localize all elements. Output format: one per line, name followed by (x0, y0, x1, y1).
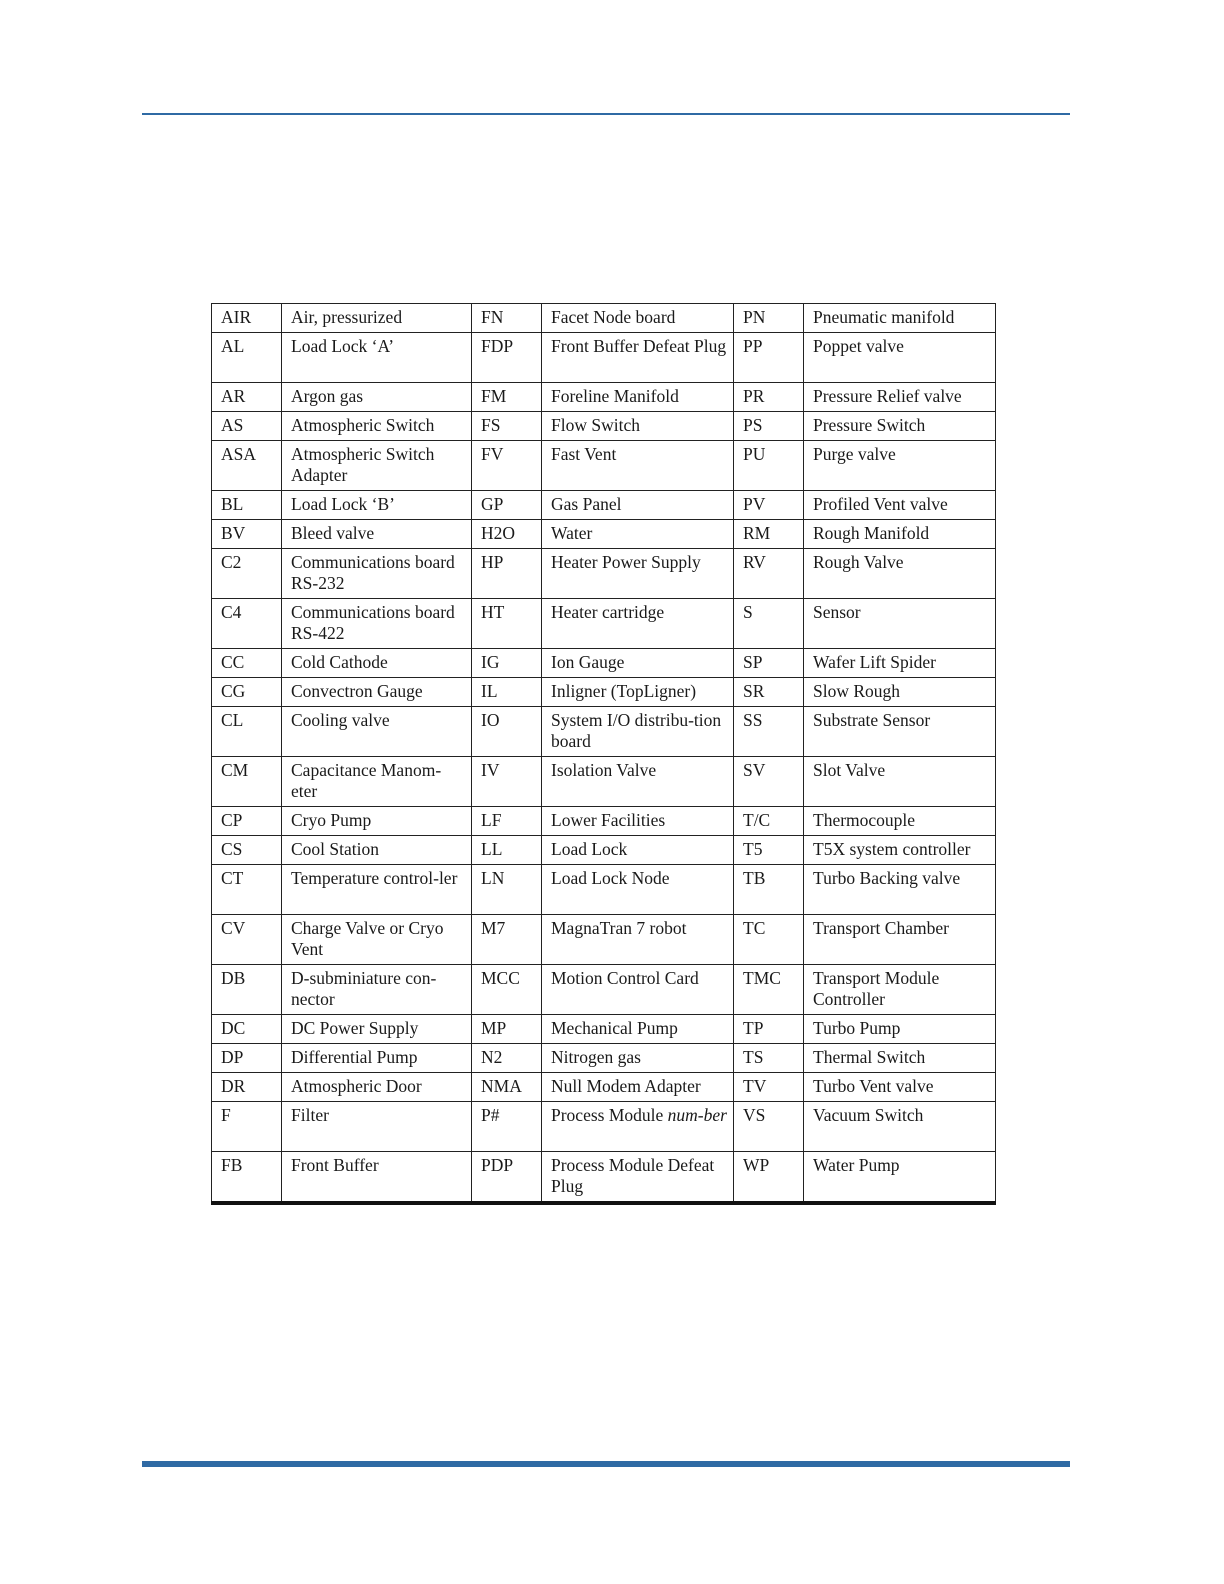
abbreviation-cell: TMC (734, 965, 804, 1015)
definition-cell: Load Lock Node (542, 865, 734, 915)
abbreviation-cell: S (734, 599, 804, 649)
abbreviation-cell: T/C (734, 807, 804, 836)
abbreviation-cell: TC (734, 915, 804, 965)
definition-cell: Lower Facilities (542, 807, 734, 836)
definition-cell: Bleed valve (282, 520, 472, 549)
definition-cell: Thermocouple (804, 807, 996, 836)
abbreviation-cell: CP (212, 807, 282, 836)
definition-cell: Differential Pump (282, 1044, 472, 1073)
abbreviation-cell: IO (472, 707, 542, 757)
abbreviation-cell: MP (472, 1015, 542, 1044)
abbreviation-cell: DC (212, 1015, 282, 1044)
table-row (212, 412, 996, 441)
definition-cell: Load Lock (542, 836, 734, 865)
abbreviation-cell: C2 (212, 549, 282, 599)
definition-cell: Isolation Valve (542, 757, 734, 807)
abbreviation-cell: CS (212, 836, 282, 865)
table-row (212, 865, 996, 915)
definition-cell: Turbo Pump (804, 1015, 996, 1044)
definition-cell: Cold Cathode (282, 649, 472, 678)
abbreviation-cell: HP (472, 549, 542, 599)
table-row (212, 383, 996, 412)
definition-cell: Motion Control Card (542, 965, 734, 1015)
definition-cell: Load Lock ‘B’ (282, 491, 472, 520)
definition-cell: Null Modem Adapter (542, 1073, 734, 1102)
abbreviation-cell: CM (212, 757, 282, 807)
table-row (212, 757, 996, 807)
definition-cell: Poppet valve (804, 333, 996, 383)
table-row (212, 1102, 996, 1152)
abbreviation-cell: CC (212, 649, 282, 678)
definition-cell: Air, pressurized (282, 304, 472, 333)
abbreviation-cell: IL (472, 678, 542, 707)
table-row (212, 915, 996, 965)
abbreviation-cell: SS (734, 707, 804, 757)
definition-cell: Turbo Vent valve (804, 1073, 996, 1102)
definition-cell: Heater cartridge (542, 599, 734, 649)
definition-cell: Vacuum Switch (804, 1102, 996, 1152)
abbreviation-cell: SR (734, 678, 804, 707)
definition-cell: Nitrogen gas (542, 1044, 734, 1073)
definition-cell: Atmospheric Switch (282, 412, 472, 441)
definition-cell: Purge valve (804, 441, 996, 491)
abbreviation-cell: RV (734, 549, 804, 599)
abbreviation-cell: TP (734, 1015, 804, 1044)
definition-cell: Process Module Defeat Plug (542, 1152, 734, 1204)
header-rule (142, 113, 1070, 115)
definition-cell: Heater Power Supply (542, 549, 734, 599)
definition-cell: Pressure Switch (804, 412, 996, 441)
definition-cell: Cryo Pump (282, 807, 472, 836)
definition-cell: Flow Switch (542, 412, 734, 441)
definition-cell: Turbo Backing valve (804, 865, 996, 915)
abbreviation-cell: TB (734, 865, 804, 915)
abbreviation-cell: DR (212, 1073, 282, 1102)
abbreviation-cell: FV (472, 441, 542, 491)
table-row (212, 965, 996, 1015)
footer-rule (142, 1461, 1070, 1467)
definition-cell: Water (542, 520, 734, 549)
abbreviation-cell: PS (734, 412, 804, 441)
abbreviation-cell: PN (734, 304, 804, 333)
definition-cell: Front Buffer Defeat Plug (542, 333, 734, 383)
definition-cell: Pressure Relief valve (804, 383, 996, 412)
abbreviation-cell: H2O (472, 520, 542, 549)
definition-cell: MagnaTran 7 robot (542, 915, 734, 965)
definition-cell: Capacitance Manom-eter (282, 757, 472, 807)
abbreviation-cell: N2 (472, 1044, 542, 1073)
abbreviation-cell: AR (212, 383, 282, 412)
definition-cell: Pneumatic manifold (804, 304, 996, 333)
definition-cell: Front Buffer (282, 1152, 472, 1204)
abbreviation-cell: TV (734, 1073, 804, 1102)
definition-cell: Inligner (TopLigner) (542, 678, 734, 707)
definition-cell: Rough Manifold (804, 520, 996, 549)
definition-cell: Rough Valve (804, 549, 996, 599)
abbreviation-cell: DB (212, 965, 282, 1015)
abbreviation-cell: C4 (212, 599, 282, 649)
definition-cell: Cooling valve (282, 707, 472, 757)
abbreviation-cell: FDP (472, 333, 542, 383)
definition-cell: Load Lock ‘A’ (282, 333, 472, 383)
abbreviation-cell: WP (734, 1152, 804, 1204)
abbreviation-table-body (212, 304, 996, 1204)
definition-text: Process Module (551, 1105, 664, 1125)
definition-cell: Substrate Sensor (804, 707, 996, 757)
abbreviation-cell: RM (734, 520, 804, 549)
definition-cell: T5X system controller (804, 836, 996, 865)
abbreviation-cell: TS (734, 1044, 804, 1073)
definition-cell: Communications board RS-232 (282, 549, 472, 599)
table-row (212, 1152, 996, 1204)
abbreviation-cell: ASA (212, 441, 282, 491)
abbreviation-cell: M7 (472, 915, 542, 965)
definition-italic-text: num-ber (667, 1105, 727, 1125)
definition-cell: D-subminiature con-nector (282, 965, 472, 1015)
table-row (212, 707, 996, 757)
abbreviation-cell: FM (472, 383, 542, 412)
definition-cell: System I/O distribu-tion board (542, 707, 734, 757)
definition-cell: Profiled Vent valve (804, 491, 996, 520)
abbreviation-cell: FN (472, 304, 542, 333)
definition-cell: Atmospheric Door (282, 1073, 472, 1102)
abbreviation-cell: IG (472, 649, 542, 678)
abbreviation-cell: NMA (472, 1073, 542, 1102)
abbreviation-cell: AIR (212, 304, 282, 333)
definition-cell: Foreline Manifold (542, 383, 734, 412)
abbreviation-table (211, 303, 996, 1205)
abbreviation-cell: P# (472, 1102, 542, 1152)
definition-cell: DC Power Supply (282, 1015, 472, 1044)
definition-cell: Transport Module Controller (804, 965, 996, 1015)
definition-cell: Temperature control-ler (282, 865, 472, 915)
definition-cell: Thermal Switch (804, 1044, 996, 1073)
abbreviation-cell: AS (212, 412, 282, 441)
definition-cell: Water Pump (804, 1152, 996, 1204)
definition-cell: Ion Gauge (542, 649, 734, 678)
definition-cell: Wafer Lift Spider (804, 649, 996, 678)
abbreviation-cell: CL (212, 707, 282, 757)
table-row (212, 520, 996, 549)
abbreviation-cell: LN (472, 865, 542, 915)
definition-cell: Facet Node board (542, 304, 734, 333)
definition-cell (542, 1102, 734, 1152)
abbreviation-cell: PP (734, 333, 804, 383)
table-row (212, 491, 996, 520)
abbreviation-cell: LF (472, 807, 542, 836)
abbreviation-cell: GP (472, 491, 542, 520)
definition-cell: Atmospheric Switch Adapter (282, 441, 472, 491)
definition-cell: Sensor (804, 599, 996, 649)
abbreviation-cell: PU (734, 441, 804, 491)
definition-cell: Filter (282, 1102, 472, 1152)
abbreviation-cell: PR (734, 383, 804, 412)
table-row (212, 836, 996, 865)
abbreviation-cell: DP (212, 1044, 282, 1073)
table-row (212, 599, 996, 649)
abbreviation-cell: FB (212, 1152, 282, 1204)
abbreviation-cell: IV (472, 757, 542, 807)
abbreviation-cell: CV (212, 915, 282, 965)
abbreviation-cell: BV (212, 520, 282, 549)
definition-cell: Transport Chamber (804, 915, 996, 965)
definition-cell: Slot Valve (804, 757, 996, 807)
table-row (212, 678, 996, 707)
definition-cell: Charge Valve or Cryo Vent (282, 915, 472, 965)
abbreviation-cell: LL (472, 836, 542, 865)
table-row (212, 1015, 996, 1044)
abbreviation-cell: MCC (472, 965, 542, 1015)
abbreviation-cell: CT (212, 865, 282, 915)
definition-cell: Gas Panel (542, 491, 734, 520)
table-row (212, 441, 996, 491)
abbreviation-cell: HT (472, 599, 542, 649)
definition-cell: Convectron Gauge (282, 678, 472, 707)
definition-cell: Fast Vent (542, 441, 734, 491)
abbreviation-cell: PDP (472, 1152, 542, 1204)
definition-cell: Communications board RS-422 (282, 599, 472, 649)
abbreviation-cell: F (212, 1102, 282, 1152)
definition-cell: Argon gas (282, 383, 472, 412)
abbreviation-cell: SP (734, 649, 804, 678)
table-row (212, 649, 996, 678)
table-row (212, 549, 996, 599)
definition-cell: Mechanical Pump (542, 1015, 734, 1044)
definition-cell: Cool Station (282, 836, 472, 865)
abbreviation-cell: PV (734, 491, 804, 520)
abbreviation-cell: SV (734, 757, 804, 807)
abbreviation-cell: BL (212, 491, 282, 520)
abbreviation-cell: FS (472, 412, 542, 441)
table-row (212, 1044, 996, 1073)
abbreviation-cell: AL (212, 333, 282, 383)
table-row (212, 1073, 996, 1102)
abbreviation-cell: CG (212, 678, 282, 707)
abbreviation-cell: T5 (734, 836, 804, 865)
table-row (212, 333, 996, 383)
table-row (212, 807, 996, 836)
definition-cell: Slow Rough (804, 678, 996, 707)
table-row (212, 304, 996, 333)
abbreviation-cell: VS (734, 1102, 804, 1152)
